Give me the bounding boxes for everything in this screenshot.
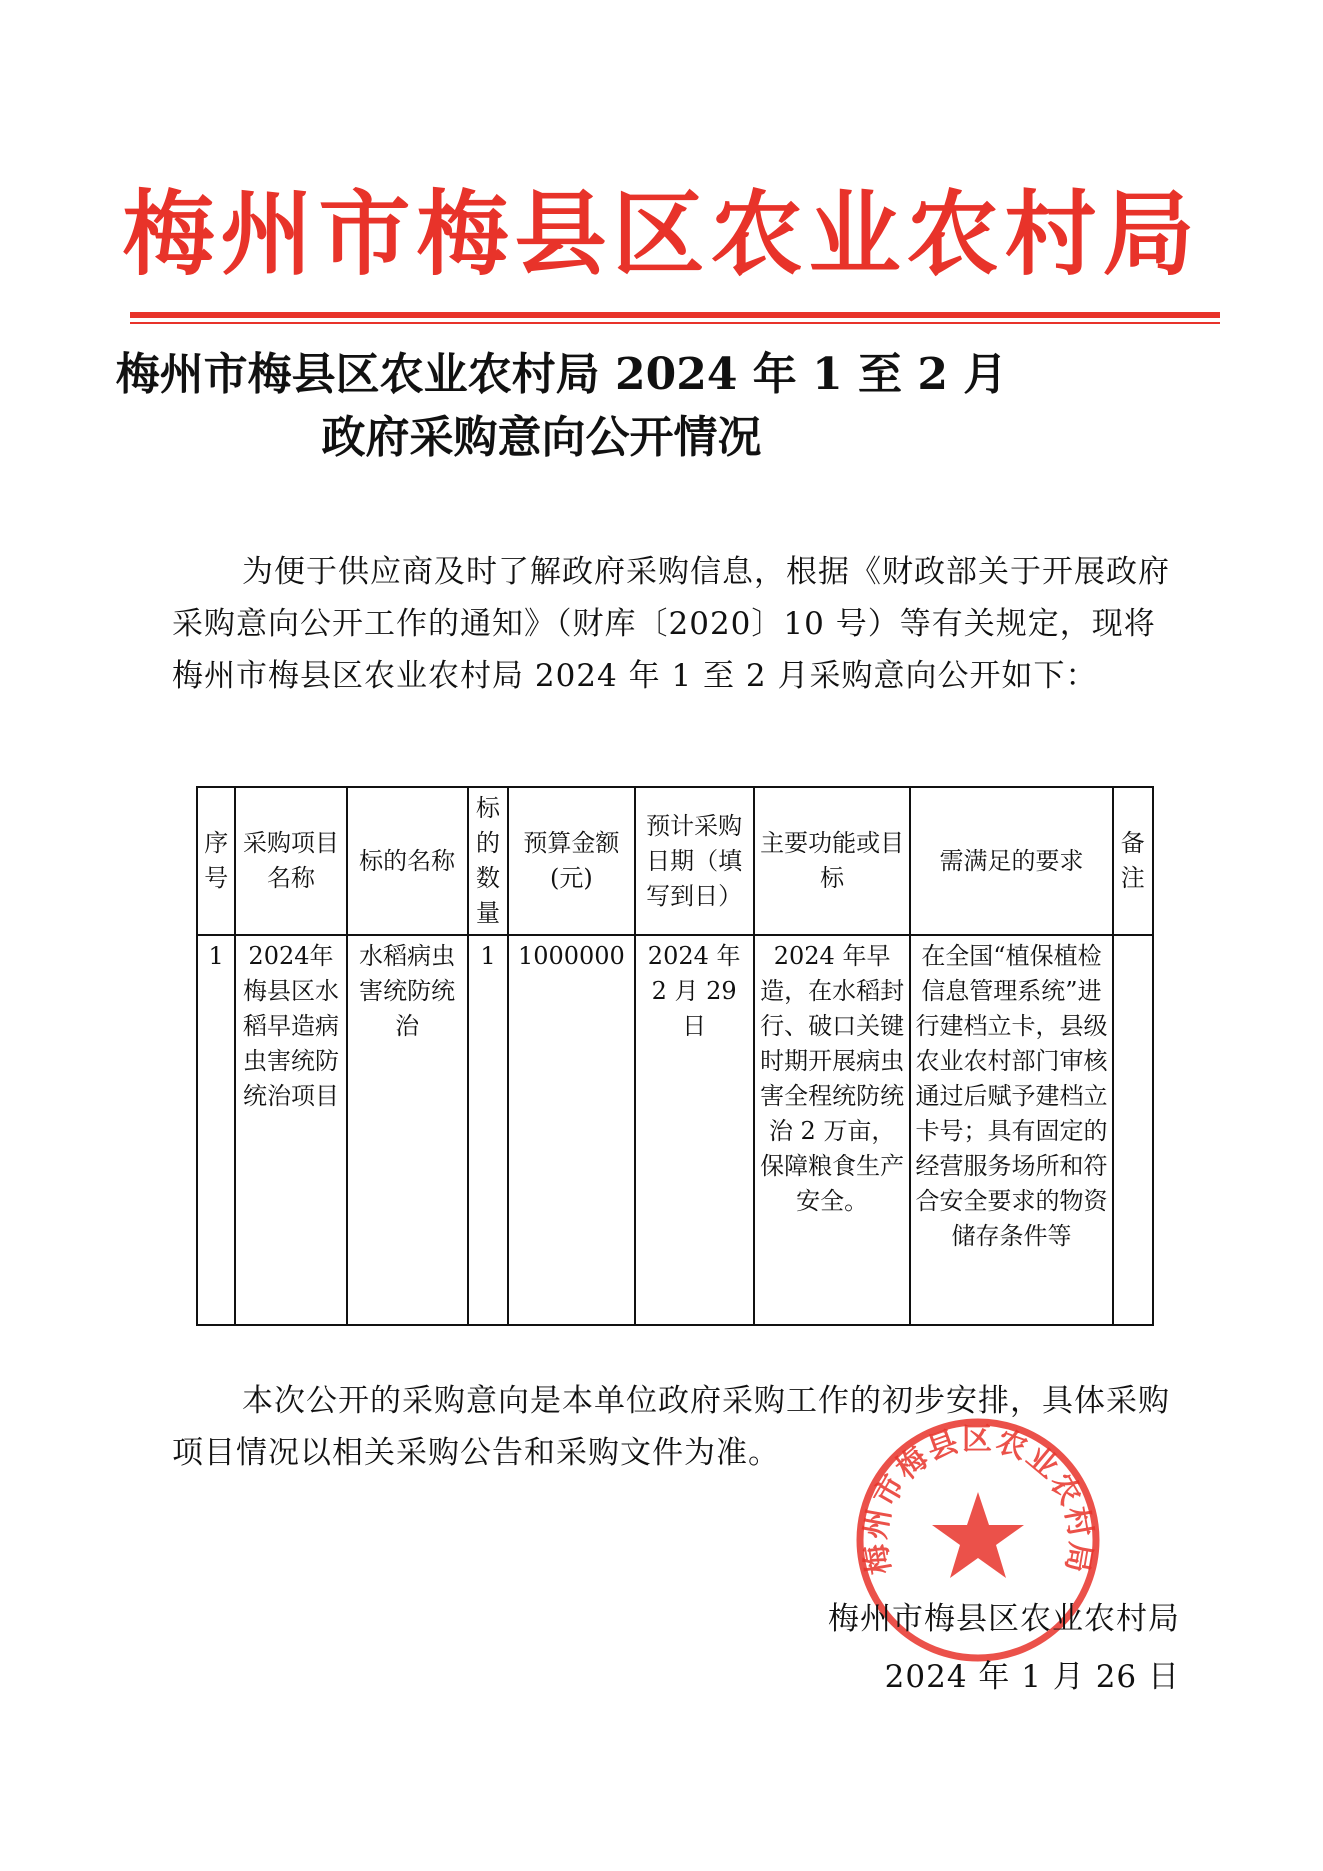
intro-paragraph (172, 546, 1172, 702)
table-cell: 1 (468, 935, 508, 1325)
document-title-line-1: 梅州市梅县区农业农村局 2024 年 1 至 2 月 (115, 349, 1008, 400)
closing-paragraph (172, 1375, 1172, 1479)
header-cell: 主要功能或目标 (754, 787, 911, 935)
header-cell: 标的名称 (347, 787, 468, 935)
table-row (197, 935, 1153, 1325)
red-divider-thin (130, 322, 1220, 324)
signature-block (780, 1590, 1180, 1706)
signature-org: 梅州市梅县区农业农村局 (828, 1601, 1180, 1637)
header-cell: 标的数量 (468, 787, 508, 935)
closing-text: 本次公开的采购意向是本单位政府采购工作的初步安排，具体采购项目情况以相关采购公告和采购文件为准。 (172, 1383, 1170, 1471)
seal-text: 梅州市梅县区农业农村局 (858, 1421, 1098, 1577)
table-cell: 水稻病虫害统防统治 (347, 935, 468, 1325)
table-cell: 1000000 (508, 935, 634, 1325)
table-cell: 在全国“植保植检信息管理系统”进行建档立卡，县级农业农村部门审核通过后赋予建档立卡号；具有固定的经营服务场所和符合安全要求的物资储存条件等 (910, 935, 1112, 1325)
red-divider (130, 312, 1220, 318)
header-cell: 备注 (1113, 787, 1153, 935)
header-cell: 预算金额(元) (508, 787, 634, 935)
table-cell: 1 (197, 935, 235, 1325)
header-cell: 序号 (197, 787, 235, 935)
header-cell: 需满足的要求 (910, 787, 1112, 935)
table-cell (1113, 935, 1153, 1325)
table-cell: 2024年梅县区水稻早造病虫害统防统治项目 (235, 935, 346, 1325)
table-cell: 2024 年早造，在水稻封行、破口关键时期开展病虫害全程统防统治 2 万亩，保障粮食生产安全。 (754, 935, 911, 1325)
header-cell: 采购项目名称 (235, 787, 346, 935)
table-cell: 2024 年 2 月 29 日 (635, 935, 754, 1325)
intro-text: 为便于供应商及时了解政府采购信息，根据《财政部关于开展政府采购意向公开工作的通知》（财库〔2020〕10 号）等有关规定，现将梅州市梅县区农业农村局 2024 年 1 至 2 月采购意向公开如下： (172, 554, 1170, 694)
document-title-line-2: 政府采购意向公开情况 (321, 412, 762, 463)
header-cell: 预计采购日期（填写到日） (635, 787, 754, 935)
star-icon (932, 1492, 1024, 1578)
signature-date: 2024 年 1 月 26 日 (884, 1659, 1180, 1695)
table-header-row (197, 787, 1153, 935)
procurement-table (196, 786, 1154, 1326)
masthead: 梅州市梅县区农业农村局 (122, 181, 1201, 288)
